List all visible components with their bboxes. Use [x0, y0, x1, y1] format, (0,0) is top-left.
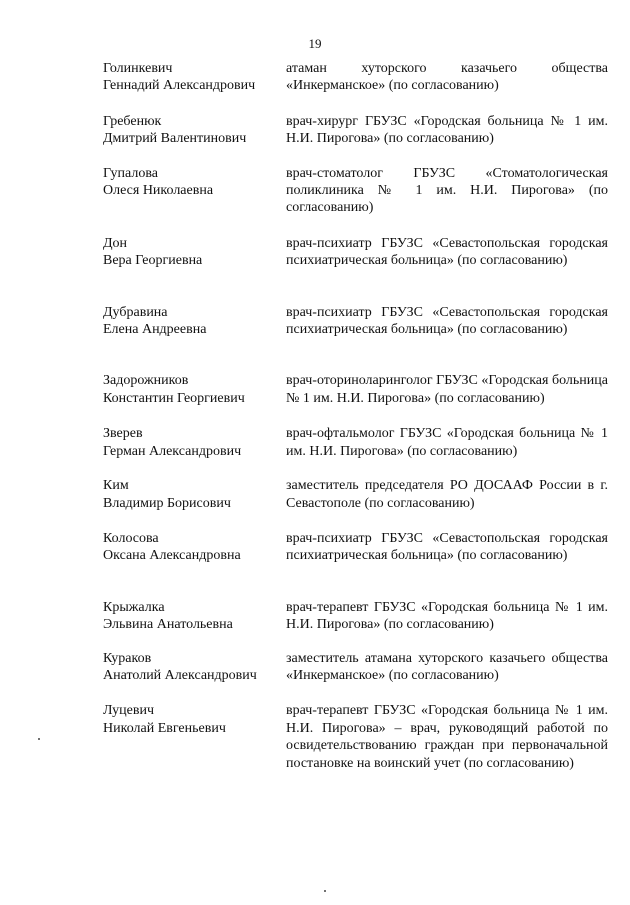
scan-speck	[324, 890, 326, 892]
position-description: врач-терапевт ГБУЗС «Городская больница № 1 им. Н.И. Пирогова» (по согласованию)	[286, 599, 608, 633]
position-description: врач-психиатр ГБУЗС «Севастопольская городская психиатрическая больница» (по согласованию)	[286, 530, 608, 564]
list-item	[103, 702, 608, 772]
list-item	[103, 650, 608, 685]
surname: Гупалова	[103, 165, 159, 181]
surname: Голинкевич	[103, 61, 173, 76]
given-name: Дмитрий Валентинович	[103, 131, 247, 147]
list-item	[103, 60, 608, 95]
scan-speck	[38, 738, 40, 740]
surname: Колосова	[103, 530, 159, 546]
person-name	[103, 425, 286, 460]
given-name: Оксана Александровна	[103, 548, 241, 564]
surname: Луцевич	[103, 703, 154, 719]
surname: Ким	[103, 478, 129, 494]
list-item	[103, 372, 608, 407]
position-description: врач-психиатр ГБУЗС «Севастопольская городская психиатрическая больница» (по согласованию)	[286, 235, 608, 269]
surname: Задорожников	[103, 373, 189, 389]
surname: Дон	[103, 235, 128, 251]
given-name: Вера Георгиевна	[103, 253, 203, 269]
position-description: врач-офтальмолог ГБУЗС «Городская больница № 1 им. Н.И. Пирогова» (по согласованию)	[286, 426, 608, 459]
person-name	[103, 60, 286, 95]
person-name	[103, 477, 286, 512]
list-item	[103, 165, 608, 217]
list-item	[103, 477, 608, 512]
position-description: врач-стоматолог ГБУЗС «Стоматологическая поликлиника № 1 им. Н.И. Пирогова» (по согласованию)	[286, 165, 608, 216]
given-name: Герман Александрович	[103, 443, 242, 459]
list-item	[103, 425, 608, 460]
position-description: заместитель председателя РО ДОСААФ России в г. Севастополе (по согласованию)	[286, 478, 608, 511]
position-description: врач-оториноларинголог ГБУЗС «Городская больница № 1 им. Н.И. Пирогова» (по согласованию)	[286, 373, 608, 406]
list-item	[103, 235, 608, 270]
list-item	[103, 599, 608, 634]
surname: Гребенюк	[103, 113, 162, 129]
given-name: Владимир Борисович	[103, 495, 231, 511]
list-item	[103, 304, 608, 339]
person-name	[103, 702, 286, 772]
given-name: Константин Георгиевич	[103, 390, 245, 406]
position-description: врач-хирург ГБУЗС «Городская больница № 1 им. Н.И. Пирогова» (по согласованию)	[286, 113, 608, 147]
surname: Зверев	[103, 426, 143, 442]
given-name: Николай Евгеньевич	[103, 720, 226, 736]
person-name	[103, 530, 286, 565]
position-description: заместитель атамана хуторского казачьего общества «Инкерманское» (по согласованию)	[286, 650, 608, 683]
member-list	[103, 60, 608, 772]
position-description: врач-психиатр ГБУЗС «Севастопольская городская психиатрическая больница» (по согласованию)	[286, 304, 608, 338]
list-item	[103, 530, 608, 565]
person-name	[103, 113, 286, 148]
surname: Кураков	[103, 650, 152, 666]
given-name: Геннадий Александрович	[103, 78, 256, 94]
person-name	[103, 304, 286, 339]
position-description: атаман хуторского казачьего общества «Инкерманское» (по согласованию)	[286, 61, 608, 94]
person-name	[103, 599, 286, 634]
surname: Дубравина	[103, 304, 168, 320]
page-number: 19	[308, 36, 322, 51]
given-name: Эльвина Анатольевна	[103, 617, 233, 633]
person-name	[103, 235, 286, 270]
person-name	[103, 372, 286, 407]
position-description: врач-терапевт ГБУЗС «Городская больница № 1 им. Н.И. Пирогова» – врач, руководящий работой по освидетельствованию граждан при первоначальной постановке на воинский учет (по согласованию)	[286, 703, 608, 771]
surname: Крыжалка	[103, 599, 165, 615]
given-name: Олеся Николаевна	[103, 183, 214, 199]
person-name	[103, 650, 286, 685]
given-name: Елена Андреевна	[103, 322, 207, 338]
list-item	[103, 113, 608, 148]
person-name	[103, 165, 286, 217]
given-name: Анатолий Александрович	[103, 667, 257, 683]
